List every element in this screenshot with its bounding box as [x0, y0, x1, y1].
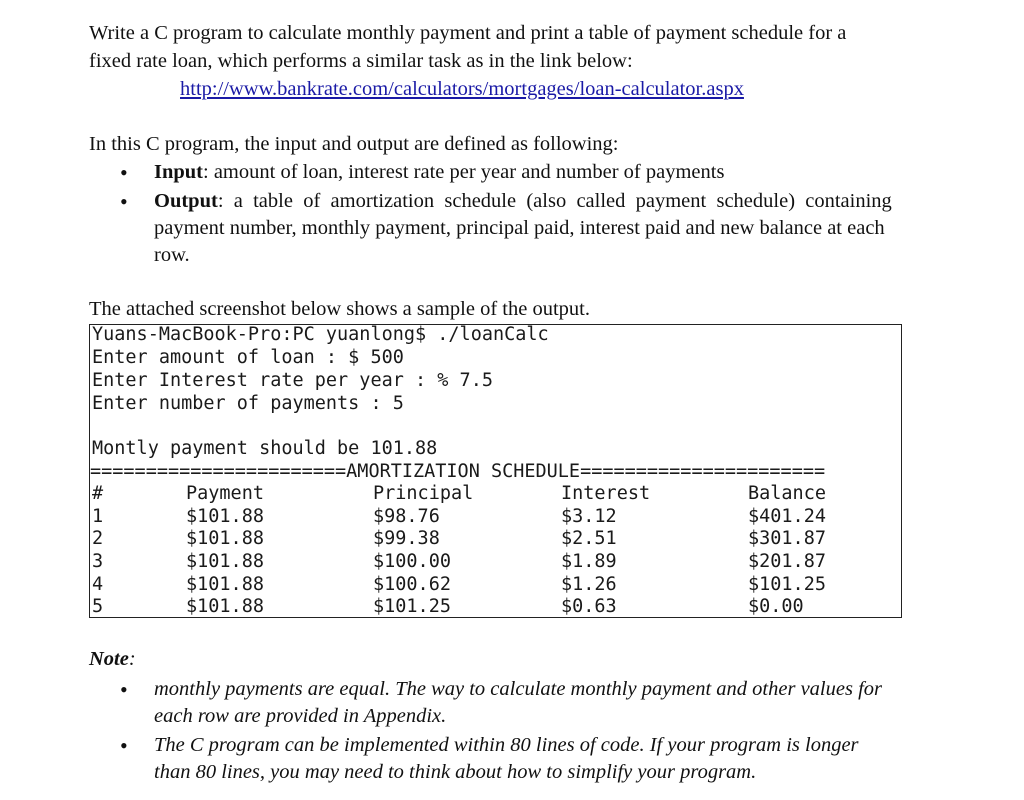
header-interest: Interest	[561, 483, 651, 504]
row-4-interest: $1.26	[561, 574, 617, 595]
row-3-balance: $201.87	[748, 551, 826, 572]
bankrate-link[interactable]: http://www.bankrate.com/calculators/mortgages/loan-calculator.aspx	[180, 78, 744, 100]
note-bullet-2-line-2: than 80 lines, you may need to think about how to simplify your program.	[154, 761, 757, 783]
note-colon: :	[128, 648, 136, 670]
row-1-num: 1	[92, 506, 104, 527]
row-4-payment: $101.88	[186, 574, 264, 595]
row-1-principal: $98.76	[373, 506, 440, 527]
header-payment: Payment	[186, 483, 264, 504]
row-5-principal: $101.25	[373, 596, 451, 617]
screenshot-caption: The attached screenshot below shows a sample of the output.	[89, 298, 590, 320]
note-bullet-2-line-1: The C program can be implemented within 80 lines of code. If your program is longer	[154, 734, 859, 756]
terminal-monthly-payment-line: Montly payment should be 101.88	[92, 438, 438, 459]
bullet-icon: •	[120, 189, 128, 214]
row-3-num: 3	[92, 551, 104, 572]
row-2-principal: $99.38	[373, 528, 440, 549]
row-2-interest: $2.51	[561, 528, 617, 549]
intro-line-1: Write a C program to calculate monthly payment and print a table of payment schedule for a	[89, 22, 847, 44]
terminal-rate-line: Enter Interest rate per year : % 7.5	[92, 370, 493, 391]
row-4-balance: $101.25	[748, 574, 826, 595]
row-3-principal: $100.00	[373, 551, 451, 572]
terminal-prompt-line: Yuans-MacBook-Pro:PC yuanlong$ ./loanCalc	[92, 324, 549, 345]
header-num: #	[92, 483, 104, 504]
note-label-text: Note	[89, 648, 129, 670]
input-label: Input	[154, 161, 204, 183]
input-text: : amount of loan, interest rate per year and number of payments	[203, 161, 725, 183]
row-4-principal: $100.62	[373, 574, 451, 595]
note-label	[89, 646, 136, 673]
note-bullet-1-line-1: monthly payments are equal. The way to calculate monthly payment and other values for	[154, 678, 882, 700]
row-2-num: 2	[92, 528, 104, 549]
row-1-payment: $101.88	[186, 506, 264, 527]
output-text-line-1: : a table of amortization schedule (also called payment schedule) containing	[217, 190, 892, 212]
bullet-icon: •	[120, 677, 128, 702]
output-label: Output	[154, 190, 218, 212]
bullet-icon: •	[120, 160, 128, 185]
header-principal: Principal	[373, 483, 474, 504]
terminal-screenshot	[89, 324, 902, 618]
terminal-loan-line: Enter amount of loan : $ 500	[92, 347, 404, 368]
io-heading: In this C program, the input and output are defined as following:	[89, 133, 619, 155]
output-definition-line-1	[154, 188, 892, 215]
row-5-interest: $0.63	[561, 596, 617, 617]
row-3-interest: $1.89	[561, 551, 617, 572]
row-1-balance: $401.24	[748, 506, 826, 527]
header-balance: Balance	[748, 483, 826, 504]
row-5-num: 5	[92, 596, 104, 617]
row-2-balance: $301.87	[748, 528, 826, 549]
output-definition-line-3: row.	[154, 244, 190, 266]
intro-line-2: fixed rate loan, which performs a similar task as in the link below:	[89, 50, 633, 72]
amortization-schedule-rule: =======================AMORTIZATION SCHEDULE======================	[90, 461, 826, 482]
terminal-payments-line: Enter number of payments : 5	[92, 393, 404, 414]
bullet-icon: •	[120, 733, 128, 758]
output-definition-line-2: payment number, monthly payment, principal paid, interest paid and new balance at each	[154, 217, 885, 239]
row-5-balance: $0.00	[748, 596, 804, 617]
row-5-payment: $101.88	[186, 596, 264, 617]
row-2-payment: $101.88	[186, 528, 264, 549]
row-1-interest: $3.12	[561, 506, 617, 527]
row-3-payment: $101.88	[186, 551, 264, 572]
row-4-num: 4	[92, 574, 104, 595]
note-bullet-1-line-2: each row are provided in Appendix.	[154, 705, 447, 727]
input-definition	[154, 159, 724, 186]
